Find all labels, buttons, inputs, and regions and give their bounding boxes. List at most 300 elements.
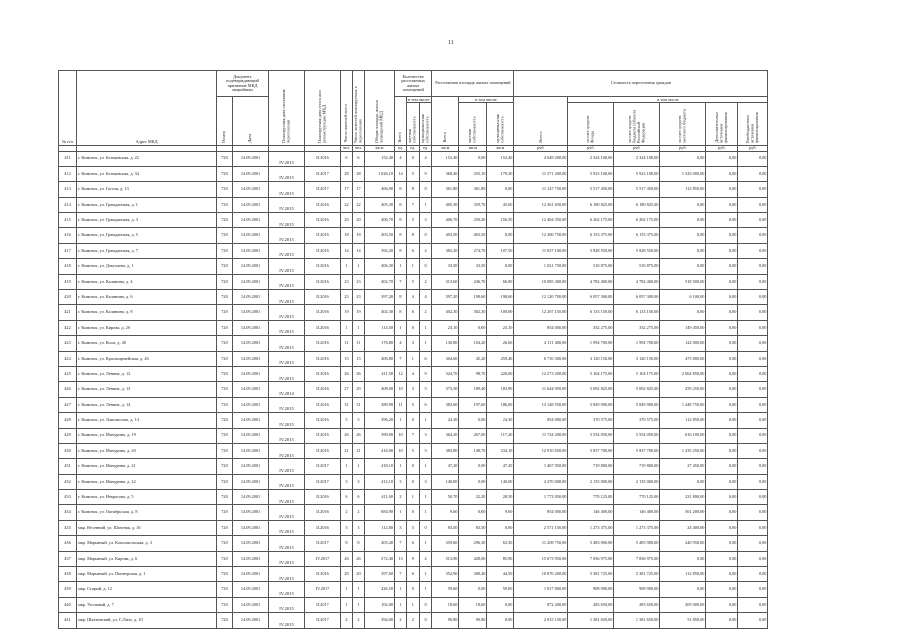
cost-total-cell: 11 644 950,00 [514, 382, 568, 397]
table-row [59, 243, 768, 258]
area-municipal-cell: 85,90 [487, 551, 514, 566]
cost-local-cell: 27 450,00 [660, 459, 706, 474]
planned-resettlement-cell: IV.2015 [269, 597, 305, 612]
cost-extra-cell: 0,00 [706, 613, 738, 628]
cost-total-cell: 11 724 200,00 [514, 428, 568, 443]
total-area-cell: 411,00 [365, 490, 395, 505]
area-total-cell: 359,60 [432, 536, 459, 551]
cost-subject-cell: 5 923 100,00 [614, 166, 660, 181]
header-resettled-area: Расселяемая площадь жилых помещений [432, 71, 514, 97]
cost-fund-cell: 2 135 000,00 [568, 474, 614, 489]
doc-number-cell: 720 [217, 382, 233, 397]
area-municipal-cell: 179,30 [487, 166, 514, 181]
area-total-cell: 397,20 [432, 290, 459, 305]
header-local-budget: за счет средств местного бюджета [660, 103, 706, 146]
cost-total-cell: 12 910 650,00 [514, 443, 568, 458]
residents-planned-cell: 23 [353, 290, 365, 305]
header-cost-total: Всего: [514, 97, 568, 146]
planned-demolition-cell: II.2016 [305, 567, 341, 582]
planned-resettlement-cell: IV.2015 [269, 397, 305, 412]
rooms-private-cell: 8 [407, 228, 420, 243]
cost-subject-cell: 5 849 900,00 [614, 397, 660, 412]
header-residents-total: Число жителей всего [341, 71, 353, 146]
doc-date-cell: 14.09.2001 [233, 151, 269, 166]
rooms-total-cell: 14 [395, 166, 407, 181]
residents-total-cell: 20 [341, 567, 353, 582]
cost-other-cell: 0,00 [738, 490, 768, 505]
total-area-cell: 412,10 [365, 474, 395, 489]
area-private-cell: 104,20 [459, 336, 487, 351]
table-row [59, 320, 768, 335]
residents-planned-cell: 18 [353, 228, 365, 243]
cost-local-cell: 0,00 [660, 259, 706, 274]
planned-resettlement-cell: IV.2015 [269, 567, 305, 582]
header-rooms-incl: в том числе: [408, 96, 431, 102]
cost-subject-cell: 6 133 150,00 [614, 305, 660, 320]
residents-planned-cell: 17 [353, 182, 365, 197]
residents-total-cell: 1 [341, 320, 353, 335]
address-cell: мкр. Марьиный, ул. Пионерская, д. 1 [77, 567, 217, 582]
residents-planned-cell: 3 [353, 474, 365, 489]
area-private-cell: 267,00 [459, 428, 487, 443]
planned-resettlement-cell: IV.2015 [269, 228, 305, 243]
area-total-cell: 352,90 [432, 567, 459, 582]
table-row [59, 551, 768, 566]
planned-resettlement-cell: IV.2015 [269, 274, 305, 289]
total-area-cell: 418,10 [365, 459, 395, 474]
area-total-cell: 324,70 [432, 366, 459, 381]
cost-extra-cell: 0,00 [706, 351, 738, 366]
rooms-municipal-cell: 5 [419, 443, 432, 458]
rooms-municipal-cell: 1 [419, 536, 432, 551]
cost-local-cell: 0,00 [660, 151, 706, 166]
area-total-cell: 304,60 [432, 351, 459, 366]
planned-demolition-cell: II.2017 [305, 536, 341, 551]
area-municipal-cell: 117,20 [487, 428, 514, 443]
rooms-private-cell: 3 [407, 336, 420, 351]
address-cell: г. Кимовск, ул. Бельковская, д. 22 [77, 151, 217, 166]
doc-number-cell: 720 [217, 613, 233, 628]
area-total-cell: 9,60 [432, 505, 459, 520]
row-number: 417 [59, 243, 77, 258]
area-total-cell: 152,40 [432, 151, 459, 166]
doc-date-cell: 14.09.2001 [233, 536, 269, 551]
row-number: 436 [59, 536, 77, 551]
header-no: № п/п [59, 71, 77, 146]
table-row [59, 259, 768, 274]
address-cell: мкр. Шахтинский, ул. С.Лизо, д. 10 [77, 613, 217, 628]
rooms-total-cell: 7 [395, 536, 407, 551]
cost-local-cell: 6 100,00 [660, 290, 706, 305]
header-rooms-total: Всего [395, 97, 407, 146]
area-total-cell: 33,50 [432, 259, 459, 274]
planned-demolition-cell: II.2017 [305, 166, 341, 181]
area-total-cell: 18,60 [432, 597, 459, 612]
residents-planned-cell: 2 [353, 505, 365, 520]
header-residents-planned: Число жителей планируемых к переселению [353, 71, 365, 146]
area-total-cell: 47,20 [432, 459, 459, 474]
address-cell: г. Кимовск, ул. Гражданская, д. 3 [77, 213, 217, 228]
residents-planned-cell: 2 [353, 613, 365, 628]
cost-extra-cell: 0,00 [706, 320, 738, 335]
cost-fund-cell: 352 275,00 [568, 320, 614, 335]
planned-resettlement-cell: IV.2015 [269, 490, 305, 505]
cost-fund-cell: 3 120 150,00 [568, 351, 614, 366]
residents-planned-cell: 22 [353, 197, 365, 212]
residents-total-cell: 1 [341, 459, 353, 474]
rooms-total-cell: 1 [395, 413, 407, 428]
unit-cell: ед. [407, 145, 420, 151]
header-doc-number: Номер [217, 97, 233, 146]
rooms-private-cell: 6 [407, 243, 420, 258]
residents-total-cell: 21 [341, 443, 353, 458]
address-cell: г. Кимовск, ул. Гражданская, д. 7 [77, 243, 217, 258]
cost-fund-cell: 7 836 975,00 [568, 551, 614, 566]
cost-subject-cell: 770 125,00 [614, 490, 660, 505]
table-row [59, 459, 768, 474]
area-private-cell: 0,00 [459, 582, 487, 597]
cost-total-cell: 12 404 350,00 [514, 213, 568, 228]
header-area-municipal: муниципальная собственность [487, 103, 514, 146]
cost-extra-cell: 0,00 [706, 397, 738, 412]
cost-extra-cell: 0,00 [706, 213, 738, 228]
cost-extra-cell: 0,00 [706, 182, 738, 197]
header-area-total: Всего [432, 97, 459, 146]
doc-date-cell: 14.09.2001 [233, 505, 269, 520]
row-number: 431 [59, 459, 77, 474]
rooms-municipal-cell: 2 [419, 243, 432, 258]
area-municipal-cell: 63,30 [487, 536, 514, 551]
area-total-cell: 406,70 [432, 213, 459, 228]
area-private-cell: 189,40 [459, 382, 487, 397]
cost-other-cell: 0,00 [738, 443, 768, 458]
row-number: 424 [59, 351, 77, 366]
area-total-cell: 383,60 [432, 397, 459, 412]
total-area-cell: 411,50 [365, 366, 395, 381]
unit-cell: руб. [614, 145, 660, 151]
doc-number-cell: 720 [217, 259, 233, 274]
planned-resettlement-cell: IV.2015 [269, 151, 305, 166]
doc-date-cell: 14.09.2001 [233, 274, 269, 289]
table-row [59, 182, 768, 197]
area-municipal-cell: 152,40 [487, 151, 514, 166]
table-row [59, 351, 768, 366]
planned-resettlement-cell: IV.2015 [269, 443, 305, 458]
area-private-cell: 361,80 [459, 182, 487, 197]
total-area-cell: 1 026,10 [365, 166, 395, 181]
residents-total-cell: 2 [341, 613, 353, 628]
planned-demolition-cell: II.2016 [305, 382, 341, 397]
address-cell: г. Кимовск, ул. Мичурина, д. 20 [77, 443, 217, 458]
planned-demolition-cell: II.2017 [305, 613, 341, 628]
cost-subject-cell: 6 057 300,00 [614, 290, 660, 305]
doc-number-cell: 720 [217, 166, 233, 181]
planned-resettlement-cell: IV.2014 [269, 382, 305, 397]
row-number: 426 [59, 382, 77, 397]
header-doc-date: Дата [233, 97, 269, 146]
doc-date-cell: 14.09.2001 [233, 459, 269, 474]
doc-date-cell: 14.09.2001 [233, 474, 269, 489]
area-total-cell: 405,30 [432, 197, 459, 212]
unit-cell: руб. [660, 145, 706, 151]
doc-number-cell: 720 [217, 351, 233, 366]
area-municipal-cell: 24,30 [487, 413, 514, 428]
area-private-cell: 90,80 [459, 613, 487, 628]
planned-resettlement-cell: IV.2015 [269, 505, 305, 520]
row-number: 427 [59, 397, 77, 412]
cost-local-cell: 0,00 [660, 474, 706, 489]
cost-local-cell: 0,00 [660, 197, 706, 212]
cost-local-cell: 112 850,00 [660, 182, 706, 197]
rooms-total-cell: 4 [395, 151, 407, 166]
area-municipal-cell: 156,50 [487, 213, 514, 228]
unit-cell: кв.м [365, 145, 395, 151]
residents-planned-cell: 3 [353, 520, 365, 535]
planned-demolition-cell: II.2017 [305, 459, 341, 474]
row-number: 432 [59, 474, 77, 489]
rooms-municipal-cell: 1 [419, 320, 432, 335]
rooms-total-cell: 8 [395, 213, 407, 228]
row-number: 438 [59, 567, 77, 582]
total-area-cell: 402,70 [365, 274, 395, 289]
doc-date-cell: 14.09.2001 [233, 597, 269, 612]
doc-date-cell: 14.09.2001 [233, 551, 269, 566]
area-total-cell: 83,50 [432, 520, 459, 535]
area-private-cell: 255,10 [459, 166, 487, 181]
area-total-cell: 368,40 [432, 166, 459, 181]
cost-local-cell: 0,00 [660, 551, 706, 566]
planned-resettlement-cell: IV.2015 [269, 413, 305, 428]
rooms-total-cell: 12 [395, 366, 407, 381]
area-total-cell: 373,30 [432, 382, 459, 397]
cost-fund-cell: 5 923 100,00 [568, 166, 614, 181]
cost-fund-cell: 6 180 825,00 [568, 197, 614, 212]
address-cell: г. Кимовск, ул. Докучаева, д. 1 [77, 259, 217, 274]
total-area-cell: 426,50 [365, 582, 395, 597]
area-municipal-cell: 226,00 [487, 366, 514, 381]
cost-local-cell: 240 950,00 [660, 536, 706, 551]
cost-subject-cell: 370 575,00 [614, 413, 660, 428]
cost-local-cell: 259 250,00 [660, 382, 706, 397]
rooms-municipal-cell: 1 [419, 490, 432, 505]
cost-total-cell: 11 371 200,00 [514, 166, 568, 181]
header-planned-resettlement: Планируемая дата окончания переселения [269, 71, 305, 146]
rooms-private-cell: 2 [407, 613, 420, 628]
cost-fund-cell: 6 202 175,00 [568, 213, 614, 228]
planned-demolition-cell: II.2016 [305, 336, 341, 351]
planned-demolition-cell: II.2016 [305, 290, 341, 305]
rooms-private-cell: 6 [407, 567, 420, 582]
cost-fund-cell: 5 837 700,00 [568, 443, 614, 458]
area-private-cell: 0,00 [459, 474, 487, 489]
doc-number-cell: 720 [217, 582, 233, 597]
total-area-cell: 406,30 [365, 259, 395, 274]
cost-other-cell: 0,00 [738, 213, 768, 228]
cost-subject-cell: 510 875,00 [614, 259, 660, 274]
total-area-cell: 399,00 [365, 428, 395, 443]
rooms-total-cell: 8 [395, 305, 407, 320]
table-row [59, 228, 768, 243]
total-area-cell: 466,90 [365, 182, 395, 197]
cost-subject-cell: 719 800,00 [614, 459, 660, 474]
rooms-private-cell: 7 [407, 197, 420, 212]
rooms-municipal-cell: 0 [419, 520, 432, 535]
table-row [59, 443, 768, 458]
header-other-sources: Внебюджетные источники финансирования [738, 103, 768, 146]
area-total-cell: 23,10 [432, 320, 459, 335]
rooms-total-cell: 10 [395, 428, 407, 443]
total-area-cell: 102,00 [365, 597, 395, 612]
total-area-cell: 152,40 [365, 151, 395, 166]
row-number: 423 [59, 336, 77, 351]
area-private-cell: 274,70 [459, 243, 487, 258]
doc-date-cell: 14.09.2001 [233, 382, 269, 397]
residents-total-cell: 3 [341, 474, 353, 489]
residents-total-cell: 15 [341, 351, 353, 366]
cost-extra-cell: 0,00 [706, 490, 738, 505]
planned-resettlement-cell: IV.2015 [269, 366, 305, 381]
area-private-cell: 33,50 [459, 259, 487, 274]
doc-number-cell: 720 [217, 490, 233, 505]
cost-total-cell: 1 817 800,00 [514, 582, 568, 597]
row-number: 412 [59, 166, 77, 181]
row-number: 437 [59, 551, 77, 566]
cost-total-cell: 1 021 750,00 [514, 259, 568, 274]
rooms-private-cell: 5 [407, 443, 420, 458]
row-number: 430 [59, 443, 77, 458]
cost-fund-cell: 5 381 725,00 [568, 567, 614, 582]
rooms-private-cell: 0 [407, 459, 420, 474]
address-cell: мкр. Старый, д. 12 [77, 582, 217, 597]
total-area-cell: 405,40 [365, 536, 395, 551]
doc-date-cell: 14.09.2001 [233, 197, 269, 212]
residents-planned-cell: 15 [353, 351, 365, 366]
planned-demolition-cell: IV.2017 [305, 551, 341, 566]
doc-date-cell: 14.09.2001 [233, 213, 269, 228]
area-municipal-cell: 0,00 [487, 613, 514, 628]
residents-planned-cell: 1 [353, 597, 365, 612]
doc-number-cell: 720 [217, 428, 233, 443]
rooms-total-cell: 1 [395, 259, 407, 274]
cost-fund-cell: 5 849 900,00 [568, 397, 614, 412]
planned-demolition-cell: II.2016 [305, 243, 341, 258]
residents-total-cell: 1 [341, 597, 353, 612]
area-municipal-cell: 0,00 [487, 182, 514, 197]
unit-cell: кв.м [487, 145, 514, 151]
address-cell: г. Кимовск, ул. Ленина, д. 12 [77, 366, 217, 381]
rooms-total-cell: 1 [395, 582, 407, 597]
row-number: 415 [59, 213, 77, 228]
residents-planned-cell: 1 [353, 582, 365, 597]
rooms-total-cell: 7 [395, 351, 407, 366]
area-total-cell: 140,00 [432, 474, 459, 489]
doc-number-cell: 720 [217, 182, 233, 197]
planned-resettlement-cell: IV.2015 [269, 520, 305, 535]
doc-date-cell: 14.09.2001 [233, 567, 269, 582]
cost-total-cell: 12 120 700,00 [514, 290, 568, 305]
header-fund: за счет средств Фонда [568, 103, 614, 146]
cost-extra-cell: 0,00 [706, 459, 738, 474]
planned-resettlement-cell: IV.2015 [269, 259, 305, 274]
residents-total-cell: 18 [341, 228, 353, 243]
unit-cell: чел. [341, 145, 353, 151]
residents-planned-cell: 5 [353, 413, 365, 428]
cost-total-cell: 2 815 150,00 [514, 613, 568, 628]
area-private-cell: 308,40 [459, 567, 487, 582]
row-number: 419 [59, 274, 77, 289]
residents-total-cell: 3 [341, 520, 353, 535]
cost-subject-cell: 3 120 150,00 [614, 351, 660, 366]
total-area-cell: 406,80 [365, 351, 395, 366]
rooms-private-cell: 0 [407, 582, 420, 597]
header-extra-sources: Дополнительные источники финансирования [706, 103, 738, 146]
rooms-total-cell: 11 [395, 397, 407, 412]
doc-number-cell: 720 [217, 336, 233, 351]
area-municipal-cell: 259,40 [487, 351, 514, 366]
area-private-cell: 45,20 [459, 351, 487, 366]
doc-number-cell: 720 [217, 536, 233, 551]
residents-total-cell: 5 [341, 413, 353, 428]
doc-number-cell: 720 [217, 151, 233, 166]
cost-other-cell: 0,00 [738, 336, 768, 351]
rooms-total-cell: 10 [395, 382, 407, 397]
area-total-cell: 90,80 [432, 613, 459, 628]
area-private-cell: 246,70 [459, 274, 487, 289]
rooms-total-cell: 8 [395, 182, 407, 197]
rooms-private-cell: 0 [407, 474, 420, 489]
rooms-total-cell: 4 [395, 336, 407, 351]
rooms-total-cell: 10 [395, 443, 407, 458]
total-area-cell: 402,30 [365, 305, 395, 320]
rooms-private-cell: 3 [407, 520, 420, 535]
area-private-cell: 83,50 [459, 520, 487, 535]
residents-total-cell: 19 [341, 305, 353, 320]
table-row [59, 474, 768, 489]
header-total-area: Общая площадь жилых помещений МКД [365, 71, 395, 146]
residents-total-cell: 2 [341, 505, 353, 520]
planned-resettlement-cell: IV.2015 [269, 336, 305, 351]
cost-extra-cell: 0,00 [706, 520, 738, 535]
planned-demolition-cell: II.2017 [305, 597, 341, 612]
cost-other-cell: 0,00 [738, 351, 768, 366]
doc-date-cell: 14.09.2001 [233, 490, 269, 505]
planned-demolition-cell: II.2016 [305, 320, 341, 335]
cost-total-cell: 15 673 950,00 [514, 551, 568, 566]
rooms-private-cell: 4 [407, 366, 420, 381]
planned-resettlement-cell: IV.2015 [269, 474, 305, 489]
cost-total-cell: 12 361 650,00 [514, 197, 568, 212]
rooms-total-cell: 7 [395, 274, 407, 289]
rooms-municipal-cell: 1 [419, 197, 432, 212]
doc-number-cell: 720 [217, 520, 233, 535]
planned-resettlement-cell: IV.2015 [269, 305, 305, 320]
table-row [59, 382, 768, 397]
address-cell: мкр. Марьиный, ул. Кирова, д. 6 [77, 551, 217, 566]
area-municipal-cell: 198,60 [487, 290, 514, 305]
area-municipal-cell: 0,00 [487, 259, 514, 274]
unit-cell: кв.м [459, 145, 487, 151]
total-area-cell: 397,20 [365, 290, 395, 305]
rooms-private-cell: 7 [407, 428, 420, 443]
planned-resettlement-cell: IV.2015 [269, 459, 305, 474]
address-cell: г. Кимовск, ул. Мичурина, д. 22 [77, 474, 217, 489]
planned-demolition-cell: II.2016 [305, 259, 341, 274]
table-row [59, 490, 768, 505]
doc-date-cell: 14.09.2001 [233, 320, 269, 335]
cost-other-cell: 0,00 [738, 243, 768, 258]
rooms-private-cell: 1 [407, 490, 420, 505]
doc-number-cell: 720 [217, 551, 233, 566]
